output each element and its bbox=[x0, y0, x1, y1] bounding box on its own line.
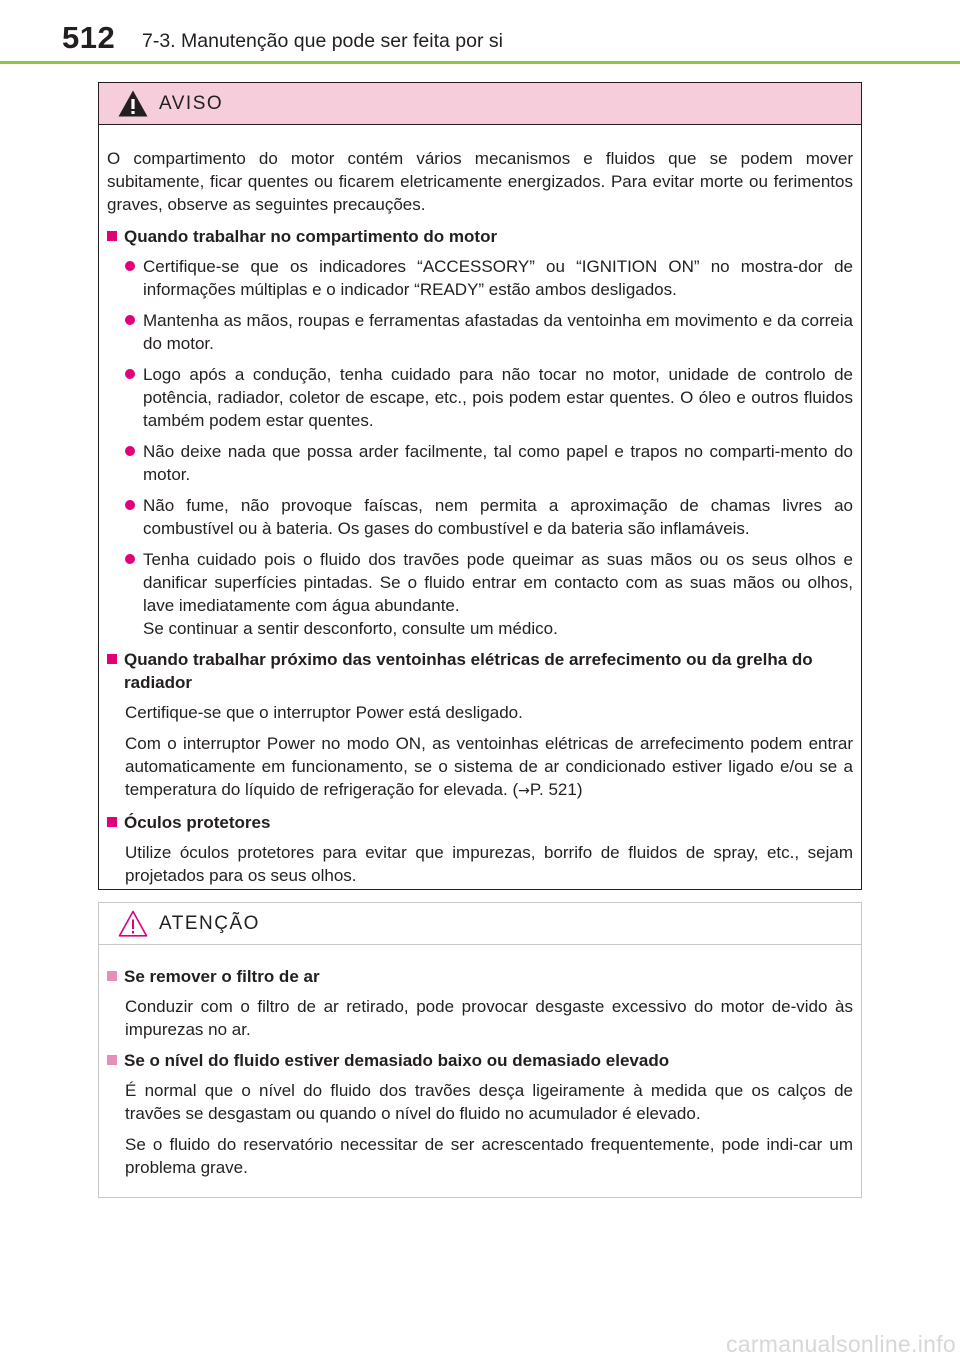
list-item bbox=[125, 440, 853, 486]
section-heading bbox=[107, 811, 853, 834]
warning-title: AVISO bbox=[159, 92, 224, 114]
page-reference: P. 521) bbox=[529, 780, 583, 799]
list-item-text: Não fume, não provoque faíscas, nem permita a aproximação de chamas livres ao combustível ou à bateria. Os gases do combustível e da bateria são inflamáveis. bbox=[143, 496, 853, 538]
section-heading bbox=[107, 965, 853, 988]
caution-triangle-icon bbox=[117, 909, 149, 938]
list-item bbox=[125, 494, 853, 540]
round-bullet-icon bbox=[125, 554, 135, 564]
square-bullet-icon bbox=[107, 817, 117, 827]
warning-triangle-icon bbox=[117, 89, 149, 118]
caution-box bbox=[98, 902, 862, 1198]
caution-header bbox=[99, 903, 861, 945]
arrow-icon: → bbox=[518, 783, 530, 799]
round-bullet-icon bbox=[125, 261, 135, 271]
list-item-text: Certifique-se que os indicadores “ACCESSORY” ou “IGNITION ON” no mostra-dor de informações múltiplas e o indicador “READY” estão ambos desligados. bbox=[143, 257, 853, 299]
round-bullet-icon bbox=[125, 315, 135, 325]
list-item-text bbox=[143, 548, 853, 640]
list-item-extra: Se continuar a sentir desconforto, consulte um médico. bbox=[143, 619, 558, 638]
square-bullet-icon bbox=[107, 1055, 117, 1065]
section-title: 7-3. Manutenção que pode ser feita por si bbox=[142, 30, 503, 52]
watermark: carmanualsonline.info bbox=[725, 1331, 956, 1357]
caution-title: ATENÇÃO bbox=[159, 912, 260, 934]
list-item bbox=[125, 363, 853, 432]
warning-intro: O compartimento do motor contém vários mecanismos e fluidos que se podem mover subitamente, ficar quentes ou ficarem eletricamente energizados. Para evitar morte ou ferimentos graves, observe as seguintes precauções. bbox=[107, 149, 853, 214]
page-header bbox=[0, 0, 960, 70]
section-heading bbox=[107, 648, 853, 694]
paragraph: Utilize óculos protetores para evitar que impurezas, borrifo de fluidos de spray, etc., sejam projetados para os seus olhos. bbox=[125, 843, 853, 885]
list-item bbox=[125, 548, 853, 640]
section-heading-text: Óculos protetores bbox=[124, 813, 271, 832]
list-item-text: Mantenha as mãos, roupas e ferramentas afastadas da ventoinha em movimento e da correia do motor. bbox=[143, 311, 853, 353]
paragraph: Conduzir com o filtro de ar retirado, pode provocar desgaste excessivo do motor de-vido às impurezas no ar. bbox=[125, 997, 853, 1039]
list-item-text: Não deixe nada que possa arder facilmente, tal como papel e trapos no comparti-mento do motor. bbox=[143, 442, 853, 484]
square-bullet-icon bbox=[107, 231, 117, 241]
section-heading bbox=[107, 1049, 853, 1072]
round-bullet-icon bbox=[125, 369, 135, 379]
header-rule bbox=[0, 61, 960, 64]
caution-body bbox=[99, 945, 861, 1179]
paragraph bbox=[125, 732, 853, 803]
paragraph: Se o fluido do reservatório necessitar de ser acrescentado frequentemente, pode indi-car um problema grave. bbox=[125, 1135, 853, 1177]
section-heading-text: Quando trabalhar próximo das ventoinhas elétricas de arrefecimento ou da grelha do radiador bbox=[124, 650, 813, 692]
list-item-text: Logo após a condução, tenha cuidado para não tocar no motor, unidade de controlo de potência, radiador, coletor de escape, etc., pois podem estar quentes. O óleo e outros fluidos também podem estar quentes. bbox=[143, 365, 853, 430]
square-bullet-icon bbox=[107, 971, 117, 981]
round-bullet-icon bbox=[125, 446, 135, 456]
square-bullet-icon bbox=[107, 654, 117, 664]
list-item bbox=[125, 255, 853, 301]
round-bullet-icon bbox=[125, 500, 135, 510]
list-item bbox=[125, 309, 853, 355]
warning-box bbox=[98, 82, 862, 890]
section-heading-text: Quando trabalhar no compartimento do motor bbox=[124, 227, 498, 246]
section-heading-text: Se remover o filtro de ar bbox=[124, 967, 320, 986]
page-number: 512 bbox=[62, 20, 116, 55]
paragraph-text: Com o interruptor Power no modo ON, as ventoinhas elétricas de arrefecimento podem entrar automaticamente em funcionamento, se o sistema de ar condicionado estiver ligado e/ou se a temperatura do líquido de refrigeração for elevada. ( bbox=[125, 734, 853, 799]
paragraph: É normal que o nível do fluido dos travões desça ligeiramente à medida que os calços de travões se desgastam ou quando o nível do fluido no acumulador é elevado. bbox=[125, 1081, 853, 1123]
section-heading bbox=[107, 225, 853, 248]
paragraph: Certifique-se que o interruptor Power está desligado. bbox=[125, 703, 523, 722]
list-item-main: Tenha cuidado pois o fluido dos travões pode queimar as suas mãos ou os seus olhos e danificar superfícies pintadas. Se o fluido entrar em contacto com as suas mãos ou olhos, lave imediatamente com água abundante. bbox=[143, 550, 853, 615]
warning-body bbox=[99, 125, 861, 887]
section-heading-text: Se o nível do fluido estiver demasiado baixo ou demasiado elevado bbox=[124, 1051, 670, 1070]
warning-header bbox=[99, 83, 861, 125]
